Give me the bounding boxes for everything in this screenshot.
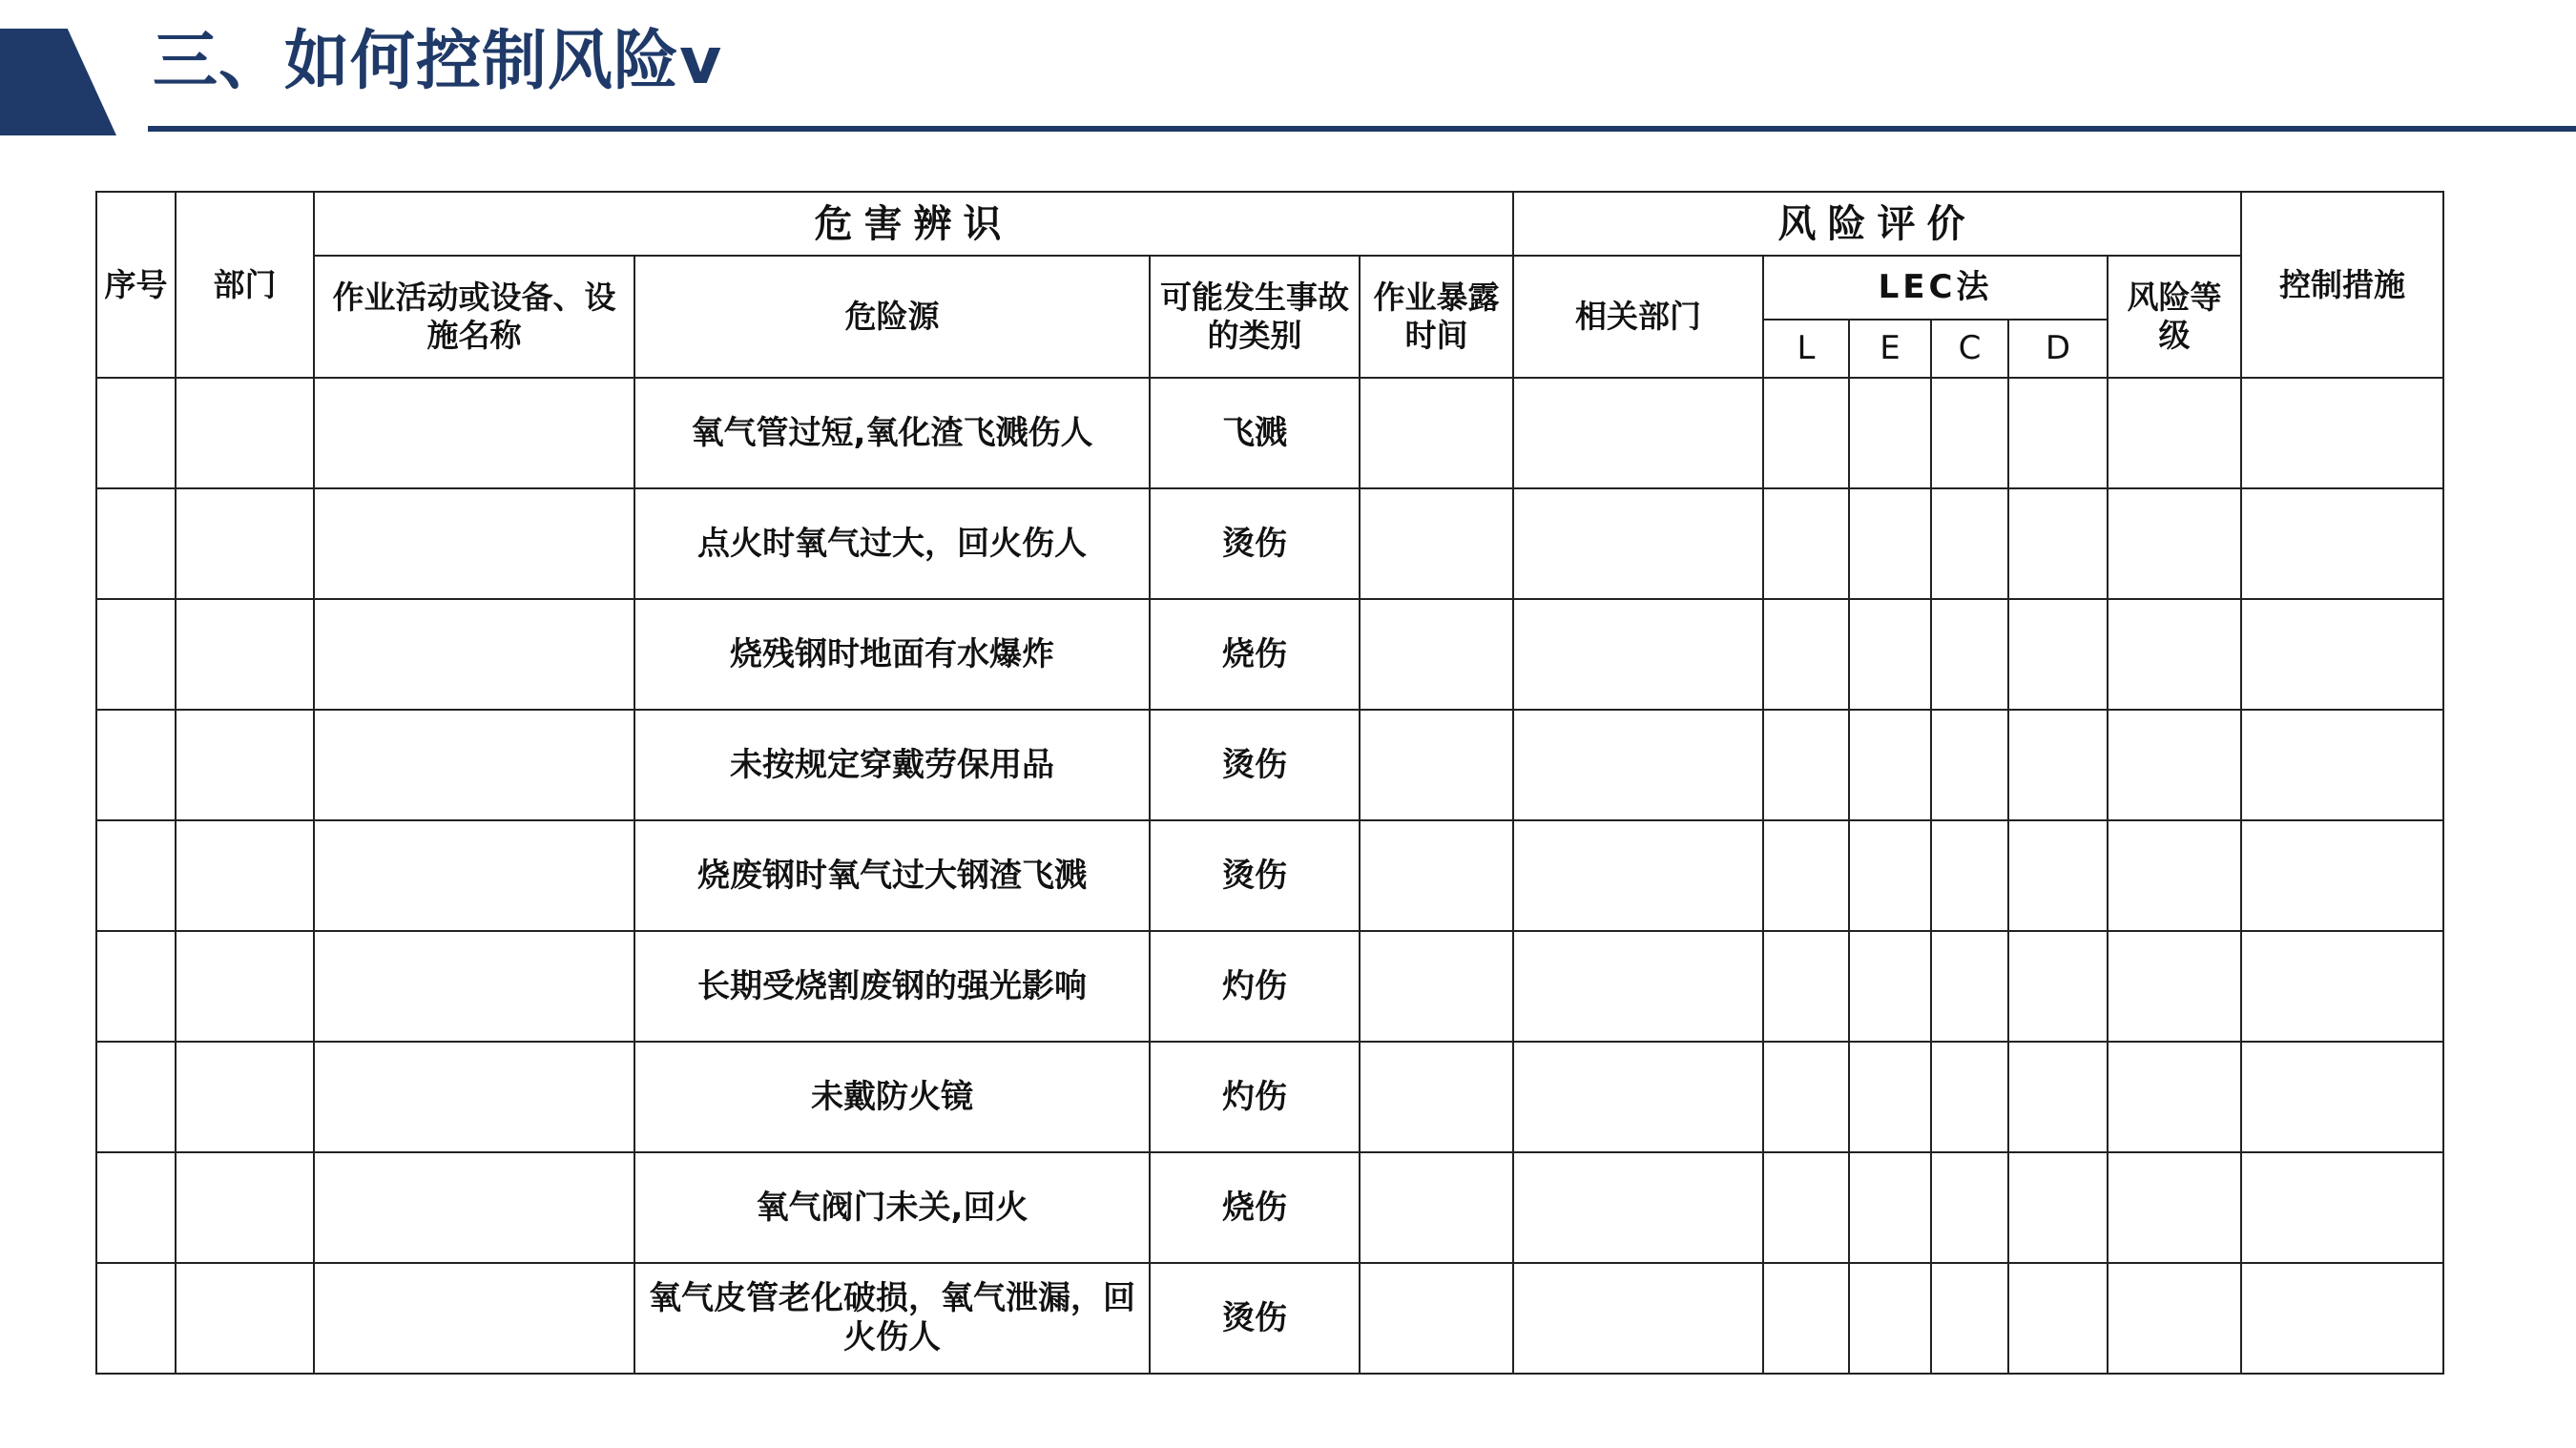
header-hazard-identification: 危害辨识 <box>314 192 1513 256</box>
cell-lec-l <box>1763 931 1849 1042</box>
cell-control-measures <box>2241 488 2443 599</box>
cell-control-measures <box>2241 599 2443 710</box>
cell-risk-level <box>2108 931 2241 1042</box>
cell-control-measures <box>2241 1152 2443 1263</box>
cell-lec-d <box>2008 1263 2108 1374</box>
table-row <box>96 710 2443 820</box>
cell-activity <box>314 1152 634 1263</box>
cell-related-dept <box>1513 1152 1763 1263</box>
cell-hazard-source: 氧气皮管老化破损，氧气泄漏，回火伤人 <box>634 1263 1150 1374</box>
cell-related-dept <box>1513 1263 1763 1374</box>
cell-lec-e <box>1849 378 1931 488</box>
cell-lec-c <box>1931 1263 2008 1374</box>
cell-seq <box>96 378 176 488</box>
table-row <box>96 1152 2443 1263</box>
cell-lec-l <box>1763 1042 1849 1152</box>
header-activity: 作业活动或设备、设施名称 <box>314 256 634 378</box>
cell-exposure-time <box>1360 1263 1513 1374</box>
cell-lec-c <box>1931 488 2008 599</box>
cell-hazard-source: 烧残钢时地面有水爆炸 <box>634 599 1150 710</box>
table-row <box>96 820 2443 931</box>
header-risk-level: 风险等级 <box>2108 256 2241 378</box>
cell-exposure-time <box>1360 378 1513 488</box>
cell-seq <box>96 599 176 710</box>
cell-dept <box>176 488 314 599</box>
cell-dept <box>176 1263 314 1374</box>
table-row <box>96 599 2443 710</box>
cell-risk-level <box>2108 378 2241 488</box>
cell-activity <box>314 378 634 488</box>
cell-lec-l <box>1763 599 1849 710</box>
cell-lec-d <box>2008 1042 2108 1152</box>
cell-related-dept <box>1513 931 1763 1042</box>
cell-exposure-time <box>1360 1152 1513 1263</box>
cell-dept <box>176 378 314 488</box>
cell-related-dept <box>1513 599 1763 710</box>
cell-control-measures <box>2241 931 2443 1042</box>
cell-hazard-source: 未戴防火镜 <box>634 1042 1150 1152</box>
cell-lec-d <box>2008 488 2108 599</box>
cell-control-measures <box>2241 1263 2443 1374</box>
cell-dept <box>176 599 314 710</box>
cell-lec-d <box>2008 820 2108 931</box>
cell-exposure-time <box>1360 1042 1513 1152</box>
cell-activity <box>314 1263 634 1374</box>
cell-exposure-time <box>1360 710 1513 820</box>
cell-lec-l <box>1763 710 1849 820</box>
table-row <box>96 1042 2443 1152</box>
header-exposure-time: 作业暴露时间 <box>1360 256 1513 378</box>
header-seq: 序号 <box>96 192 176 378</box>
table-row <box>96 378 2443 488</box>
header-lec-d: D <box>2008 320 2108 378</box>
cell-accident-type: 烧伤 <box>1150 599 1360 710</box>
header-risk-evaluation: 风险评价 <box>1513 192 2241 256</box>
cell-activity <box>314 710 634 820</box>
cell-accident-type: 灼伤 <box>1150 931 1360 1042</box>
cell-hazard-source: 氧气管过短,氧化渣飞溅伤人 <box>634 378 1150 488</box>
cell-hazard-source: 烧废钢时氧气过大钢渣飞溅 <box>634 820 1150 931</box>
cell-accident-type: 烫伤 <box>1150 488 1360 599</box>
table-row <box>96 931 2443 1042</box>
cell-related-dept <box>1513 378 1763 488</box>
risk-assessment-table <box>95 191 2444 1375</box>
cell-accident-type: 烫伤 <box>1150 1263 1360 1374</box>
cell-seq <box>96 1152 176 1263</box>
cell-lec-e <box>1849 1152 1931 1263</box>
cell-lec-d <box>2008 931 2108 1042</box>
cell-related-dept <box>1513 1042 1763 1152</box>
header-lec-e: E <box>1849 320 1931 378</box>
header-hazard-source: 危险源 <box>634 256 1150 378</box>
cell-related-dept <box>1513 710 1763 820</box>
cell-dept <box>176 931 314 1042</box>
header-lec-c: C <box>1931 320 2008 378</box>
cell-seq <box>96 820 176 931</box>
cell-lec-c <box>1931 378 2008 488</box>
cell-lec-c <box>1931 1152 2008 1263</box>
table-row <box>96 1263 2443 1374</box>
cell-seq <box>96 488 176 599</box>
cell-dept <box>176 1152 314 1263</box>
cell-seq <box>96 1263 176 1374</box>
cell-seq <box>96 1042 176 1152</box>
title-divider <box>148 126 2576 132</box>
cell-dept <box>176 710 314 820</box>
page-title: 三、如何控制风险v <box>153 24 723 99</box>
cell-seq <box>96 931 176 1042</box>
cell-lec-d <box>2008 710 2108 820</box>
cell-activity <box>314 931 634 1042</box>
cell-risk-level <box>2108 488 2241 599</box>
cell-control-measures <box>2241 378 2443 488</box>
cell-exposure-time <box>1360 931 1513 1042</box>
cell-activity <box>314 820 634 931</box>
cell-dept <box>176 1042 314 1152</box>
cell-related-dept <box>1513 488 1763 599</box>
cell-lec-c <box>1931 931 2008 1042</box>
cell-hazard-source: 长期受烧割废钢的强光影响 <box>634 931 1150 1042</box>
cell-lec-e <box>1849 820 1931 931</box>
cell-lec-e <box>1849 599 1931 710</box>
cell-lec-c <box>1931 820 2008 931</box>
cell-lec-l <box>1763 820 1849 931</box>
cell-lec-e <box>1849 710 1931 820</box>
cell-lec-l <box>1763 488 1849 599</box>
cell-lec-e <box>1849 1263 1931 1374</box>
cell-exposure-time <box>1360 488 1513 599</box>
cell-hazard-source: 氧气阀门未关,回火 <box>634 1152 1150 1263</box>
cell-control-measures <box>2241 710 2443 820</box>
header-control-measures: 控制措施 <box>2241 192 2443 378</box>
cell-accident-type: 灼伤 <box>1150 1042 1360 1152</box>
cell-lec-l <box>1763 1263 1849 1374</box>
cell-related-dept <box>1513 820 1763 931</box>
table-row <box>96 488 2443 599</box>
cell-risk-level <box>2108 710 2241 820</box>
corner-accent-shape <box>0 29 116 135</box>
header-accident-type: 可能发生事故的类别 <box>1150 256 1360 378</box>
cell-lec-e <box>1849 1042 1931 1152</box>
cell-risk-level <box>2108 1152 2241 1263</box>
cell-exposure-time <box>1360 599 1513 710</box>
cell-risk-level <box>2108 1042 2241 1152</box>
cell-lec-e <box>1849 488 1931 599</box>
cell-lec-c <box>1931 710 2008 820</box>
header-dept: 部门 <box>176 192 314 378</box>
cell-hazard-source: 未按规定穿戴劳保用品 <box>634 710 1150 820</box>
cell-dept <box>176 820 314 931</box>
cell-lec-l <box>1763 1152 1849 1263</box>
cell-activity <box>314 488 634 599</box>
cell-accident-type: 烫伤 <box>1150 820 1360 931</box>
header-lec-method: LEC法 <box>1763 256 2108 320</box>
cell-seq <box>96 710 176 820</box>
cell-activity <box>314 599 634 710</box>
cell-accident-type: 烧伤 <box>1150 1152 1360 1263</box>
cell-lec-c <box>1931 599 2008 710</box>
header-related-dept: 相关部门 <box>1513 256 1763 378</box>
cell-control-measures <box>2241 820 2443 931</box>
cell-control-measures <box>2241 1042 2443 1152</box>
cell-lec-l <box>1763 378 1849 488</box>
cell-accident-type: 烫伤 <box>1150 710 1360 820</box>
cell-hazard-source: 点火时氧气过大，回火伤人 <box>634 488 1150 599</box>
table-body <box>96 378 2443 1374</box>
cell-risk-level <box>2108 1263 2241 1374</box>
cell-exposure-time <box>1360 820 1513 931</box>
cell-lec-d <box>2008 378 2108 488</box>
cell-risk-level <box>2108 820 2241 931</box>
cell-lec-c <box>1931 1042 2008 1152</box>
cell-risk-level <box>2108 599 2241 710</box>
cell-activity <box>314 1042 634 1152</box>
cell-accident-type: 飞溅 <box>1150 378 1360 488</box>
cell-lec-e <box>1849 931 1931 1042</box>
cell-lec-d <box>2008 1152 2108 1263</box>
header-lec-l: L <box>1763 320 1849 378</box>
cell-lec-d <box>2008 599 2108 710</box>
